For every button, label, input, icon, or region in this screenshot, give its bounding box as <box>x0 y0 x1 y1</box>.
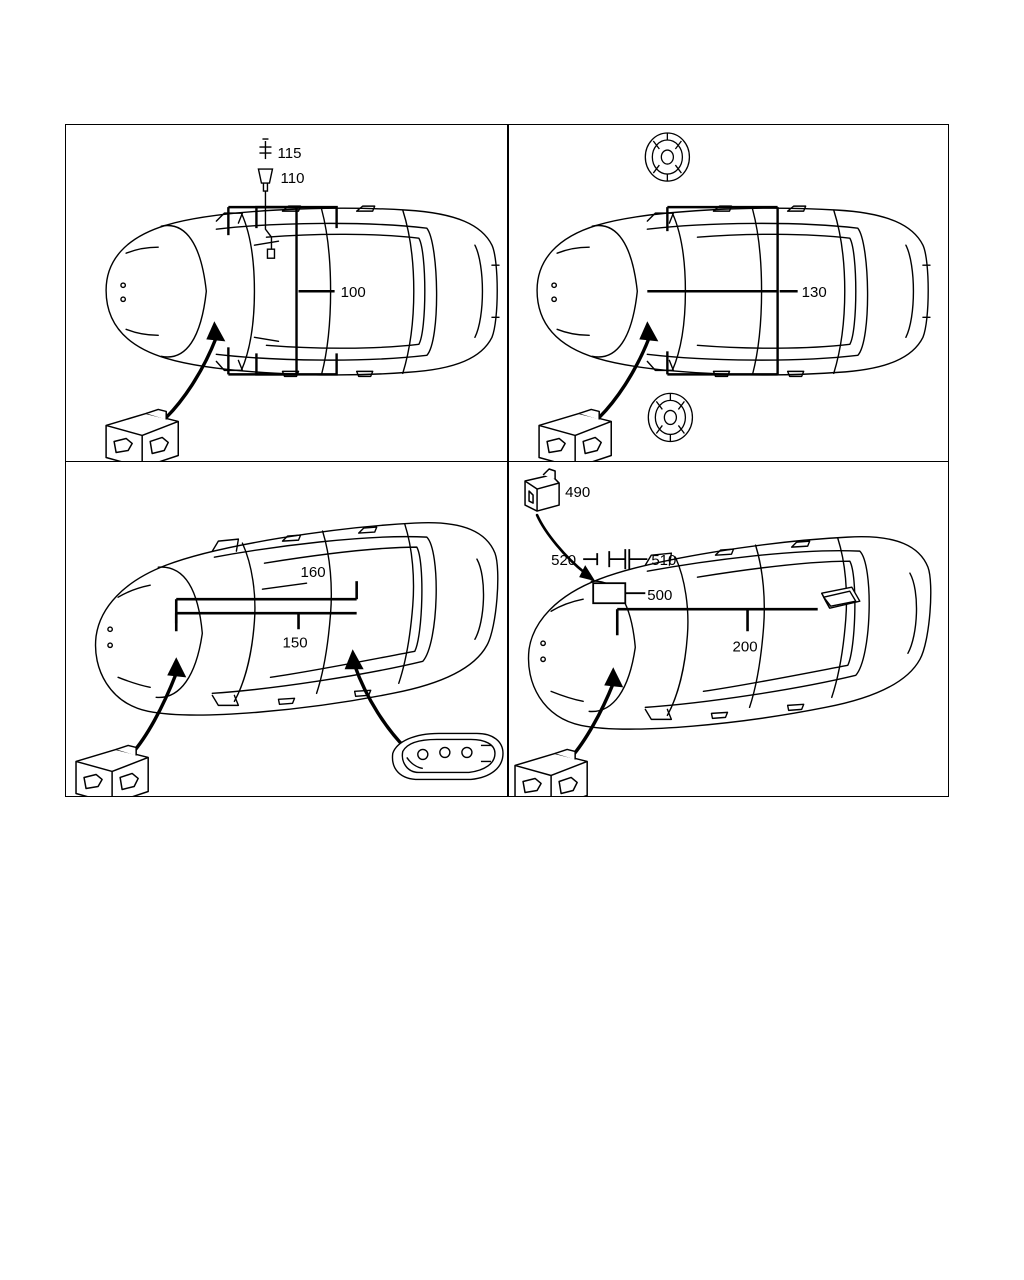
ref-label-520: 520 <box>551 551 577 569</box>
ref-label-130: 130 <box>801 284 827 302</box>
panel-top-right <box>507 125 948 461</box>
ref-label-500: 500 <box>647 586 673 604</box>
ref-label-150: 150 <box>282 633 308 651</box>
ref-label-115: 115 <box>277 145 302 163</box>
ref-label-110: 110 <box>280 170 305 188</box>
ref-label-160: 160 <box>300 563 326 581</box>
ref-label-100: 100 <box>340 284 366 302</box>
panel-top-left <box>66 125 507 461</box>
ref-label-200: 200 <box>732 637 758 655</box>
panel-bottom-left <box>66 461 507 797</box>
panel-bottom-right <box>507 461 948 797</box>
ref-label-490: 490 <box>565 483 591 501</box>
ref-label-510: 510 <box>651 551 677 569</box>
panel-grid <box>65 124 949 797</box>
